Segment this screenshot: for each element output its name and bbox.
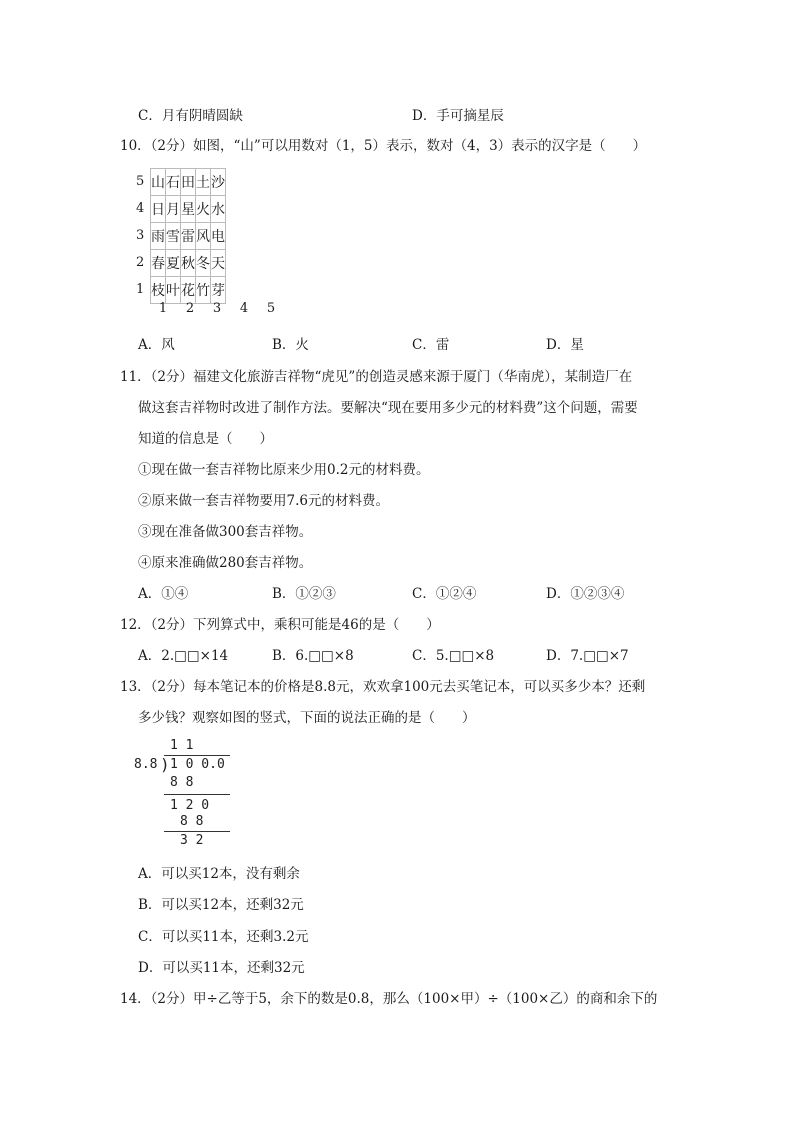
division-bracket: ) [160,755,170,774]
grid-cell: 春 [151,250,166,277]
division-step3: 8 8 [180,814,204,829]
grid-cell: 秋 [181,250,196,277]
row-label: 5 [136,174,145,189]
division-quotient: 1 1 [170,738,194,753]
grid-cell: 田 [181,169,196,196]
q11-info-4: ④原来准确做280套吉祥物。 [138,555,313,571]
grid-cell: 月 [166,196,181,223]
q11-option-a: A．①④ [138,586,189,602]
grid-cell: 冬 [196,250,211,277]
grid-cell: 竹 [196,277,211,304]
q11-stem-line2: 做这套吉祥物时改进了制作方法。要解决“现在要用多少元的材料费”这个问题，需要 [138,400,638,416]
grid-row [151,196,226,223]
q11-stem-line3: 知道的信息是（ ） [138,431,273,447]
q13-stem-line2: 多少钱？观察如图的竖式，下面的说法正确的是（ ） [138,710,476,726]
row-label: 1 [136,282,145,297]
q11-info-2: ②原来做一套吉祥物要用7.6元的材料费。 [138,493,389,509]
q11-option-c: C．①②④ [412,586,477,602]
grid-cell: 电 [211,223,226,250]
q13-stem-line1: 13．（2分）每本笔记本的价格是8.8元，欢欢拿100元去买笔记本，可以买多少本？还剩 [120,679,646,695]
division-remainder: 3 2 [180,833,204,848]
col-label: 5 [266,301,276,316]
row-label: 2 [136,255,145,270]
grid-row [151,277,226,304]
col-label: 4 [239,301,249,316]
q11-info-1: ①现在做一套吉祥物比原来少用0.2元的材料费。 [138,462,430,478]
q12-option-b: B．6.□□×8 [272,648,354,664]
col-label: 2 [185,301,195,316]
division-divisor: 8.8 [134,757,158,772]
q9-option-c: C．月有阴晴圆缺 [138,108,243,124]
grid-cell: 雨 [151,223,166,250]
grid-cell: 水 [211,196,226,223]
grid-row [151,250,226,277]
q11-stem-line1: 11．（2分）福建文化旅游吉祥物“虎见”的创造灵感来源于厦门（华南虎），某制造厂在 [120,369,633,385]
division-dividend: 1 0 0.0 [170,757,225,772]
grid-cell: 沙 [211,169,226,196]
q10-option-d: D．星 [546,337,584,353]
division-bar [164,755,230,756]
division-rule [164,831,230,832]
q11-option-b: B．①②③ [272,586,336,602]
grid-row [151,223,226,250]
grid-row [151,169,226,196]
q10-option-c: C．雷 [412,337,450,353]
grid-cell: 天 [211,250,226,277]
col-label: 1 [158,301,168,316]
q13-option-b: B．可以买12本，还剩32元 [138,897,304,913]
q10-char-grid [150,168,226,304]
grid-cell: 枝 [151,277,166,304]
q10-option-a: A．风 [138,337,175,353]
q11-option-d: D．①②③④ [546,586,625,602]
col-label: 3 [212,301,222,316]
q12-option-a: A．2.□□×14 [138,648,229,664]
grid-cell: 雪 [166,223,181,250]
division-step1: 8 8 [170,775,194,790]
division-step2: 1 2 0 [170,798,210,813]
q13-option-c: C．可以买11本，还剩3.2元 [138,929,309,945]
q10-stem: 10．（2分）如图，“山”可以用数对（1，5）表示，数对（4，3）表示的汉字是（ ） [120,138,647,154]
grid-cell: 雷 [181,223,196,250]
grid-cell: 土 [196,169,211,196]
q12-option-d: D．7.□□×7 [546,648,629,664]
grid-cell: 山 [151,169,166,196]
q13-long-division-figure [134,738,234,846]
row-label: 4 [136,201,145,216]
q13-option-d: D．可以买11本，还剩32元 [138,960,305,976]
grid-cell: 风 [196,223,211,250]
q11-info-3: ③现在准备做300套吉祥物。 [138,524,313,540]
row-label: 3 [136,228,145,243]
grid-cell: 夏 [166,250,181,277]
division-rule [164,794,230,795]
q14-stem-line1: 14．（2分）甲÷乙等于5，余下的数是0.8，那么（100×甲）÷（100×乙）的商和余下的 [120,991,658,1007]
q9-option-d: D．手可摘星辰 [412,108,504,124]
grid-cell: 叶 [166,277,181,304]
grid-cell: 芽 [211,277,226,304]
q10-option-b: B．火 [272,337,309,353]
grid-cell: 石 [166,169,181,196]
q12-option-c: C．5.□□×8 [412,648,495,664]
q13-option-a: A．可以买12本，没有剩余 [138,866,300,882]
grid-cell: 星 [181,196,196,223]
q12-stem: 12．（2分）下列算式中，乘积可能是46的是（ ） [120,617,440,633]
grid-cell: 花 [181,277,196,304]
grid-cell: 日 [151,196,166,223]
grid-cell: 火 [196,196,211,223]
